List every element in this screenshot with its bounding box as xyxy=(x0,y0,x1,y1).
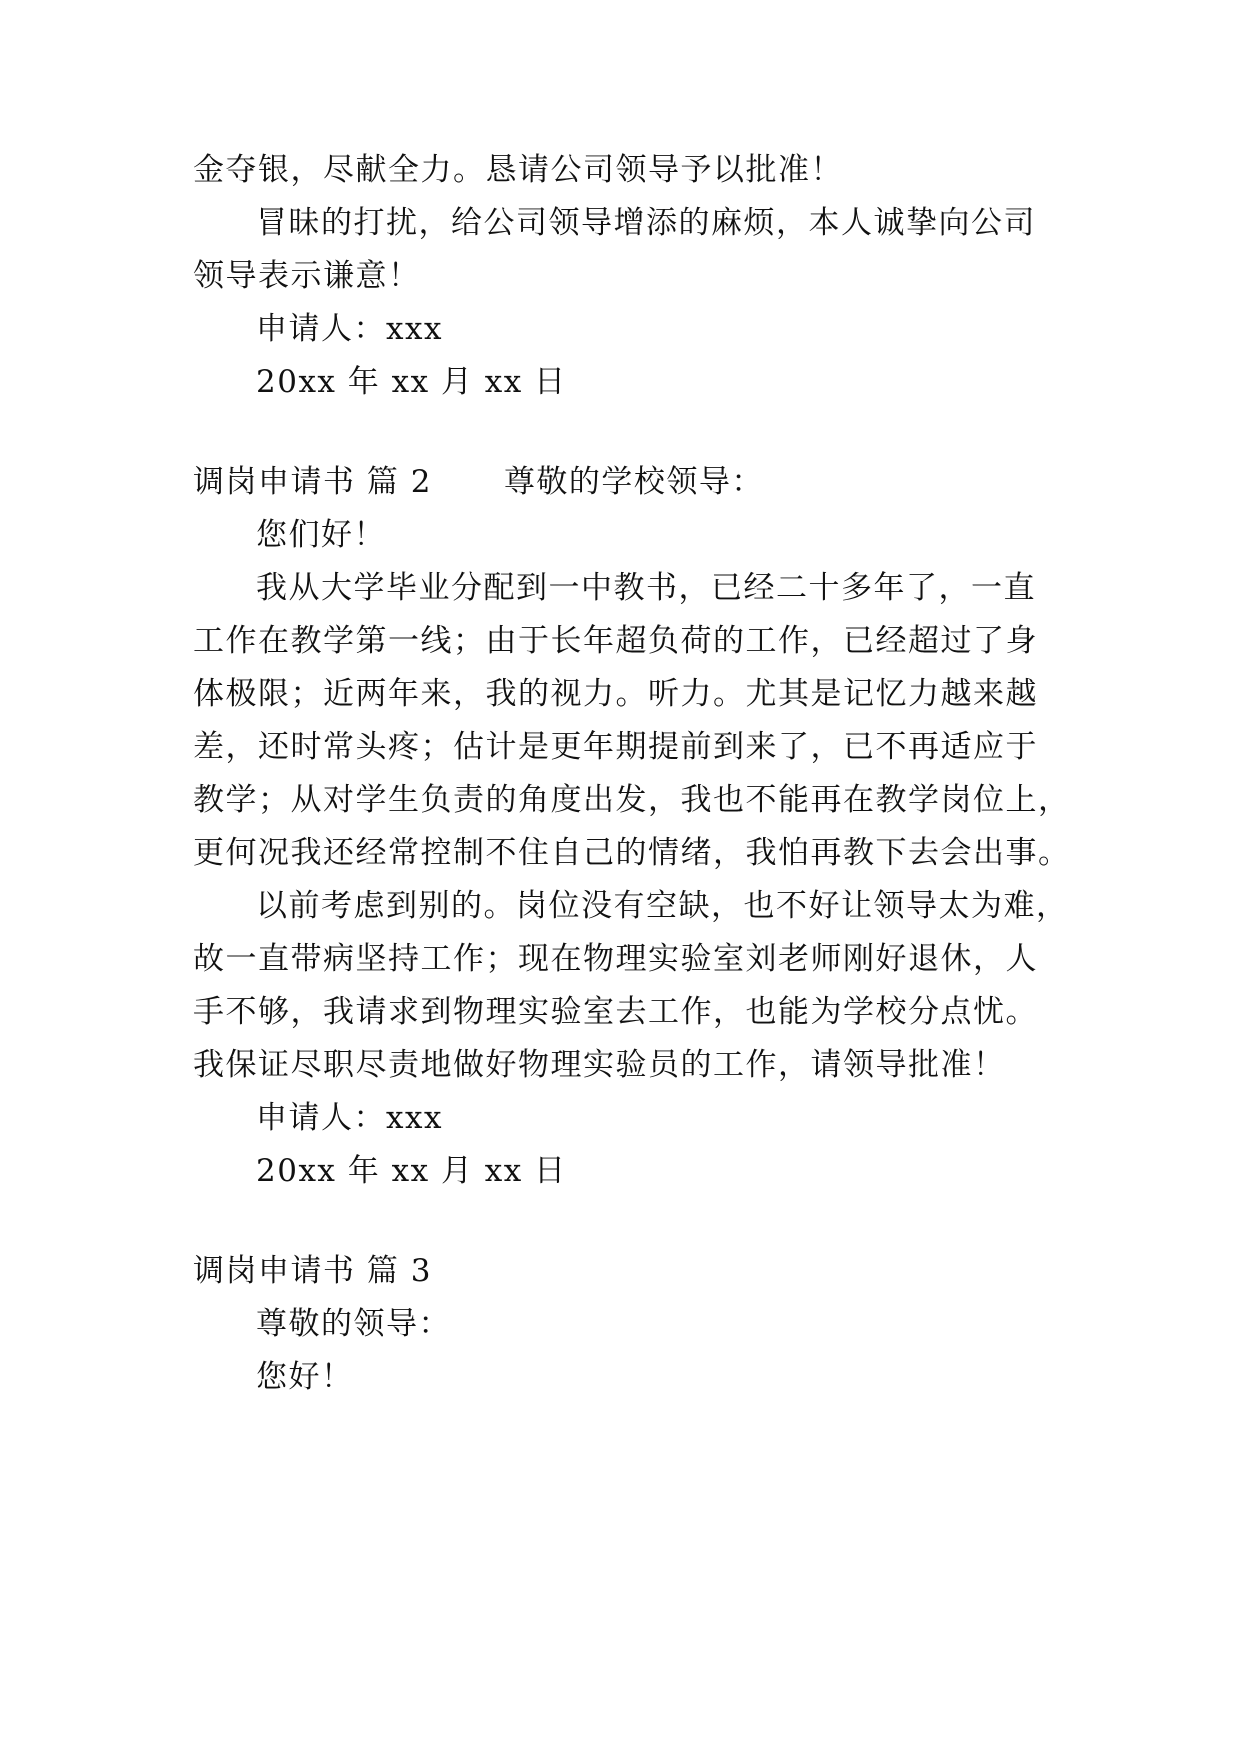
paragraph-line: 教学；从对学生负责的角度出发，我也不能再在教学岗位上， xyxy=(193,782,1071,818)
paragraph-line: 领导表示谦意！ xyxy=(193,258,421,294)
section-2-salutation: 尊敬的学校领导： xyxy=(503,464,764,500)
paragraph-line: 金夺银，尽献全力。恳请公司领导予以批准！ xyxy=(193,152,843,188)
paragraph-line: 我保证尽职尽责地做好物理实验员的工作，请领导批准！ xyxy=(193,1047,1006,1083)
paragraph-line: 更何况我还经常控制不住自己的情绪，我怕再教下去会出事。 xyxy=(193,835,1071,871)
applicant-line: 申请人：xxx xyxy=(256,1100,443,1136)
date-line: 20xx 年 xx 月 xx 日 xyxy=(256,364,567,400)
greeting-line: 您们好！ xyxy=(256,517,386,553)
paragraph-line: 我从大学毕业分配到一中教书，已经二十多年了，一直 xyxy=(256,570,1036,606)
paragraph-line: 差，还时常头疼；估计是更年期提前到来了，已不再适应于 xyxy=(193,729,1038,765)
date-line: 20xx 年 xx 月 xx 日 xyxy=(256,1153,567,1189)
paragraph-line: 冒昧的打扰，给公司领导增添的麻烦，本人诚挚向公司 xyxy=(256,205,1036,241)
paragraph-line: 故一直带病坚持工作；现在物理实验室刘老师刚好退休，人 xyxy=(193,941,1038,977)
section-2-heading: 调岗申请书 篇 2 xyxy=(193,464,432,500)
paragraph-line: 以前考虑到别的。岗位没有空缺，也不好让领导太为难， xyxy=(256,888,1069,924)
paragraph-line: 体极限；近两年来，我的视力。听力。尤其是记忆力越来越 xyxy=(193,676,1038,712)
section-2-heading-row xyxy=(193,462,764,502)
section-3-heading: 调岗申请书 篇 3 xyxy=(193,1253,432,1289)
paragraph-line: 工作在教学第一线；由于长年超负荷的工作，已经超过了身 xyxy=(193,623,1038,659)
paragraph-line: 手不够，我请求到物理实验室去工作，也能为学校分点忧。 xyxy=(193,994,1038,1030)
salutation-line: 尊敬的领导： xyxy=(256,1306,451,1342)
greeting-line: 您好！ xyxy=(256,1359,354,1395)
applicant-line: 申请人：xxx xyxy=(256,311,443,347)
